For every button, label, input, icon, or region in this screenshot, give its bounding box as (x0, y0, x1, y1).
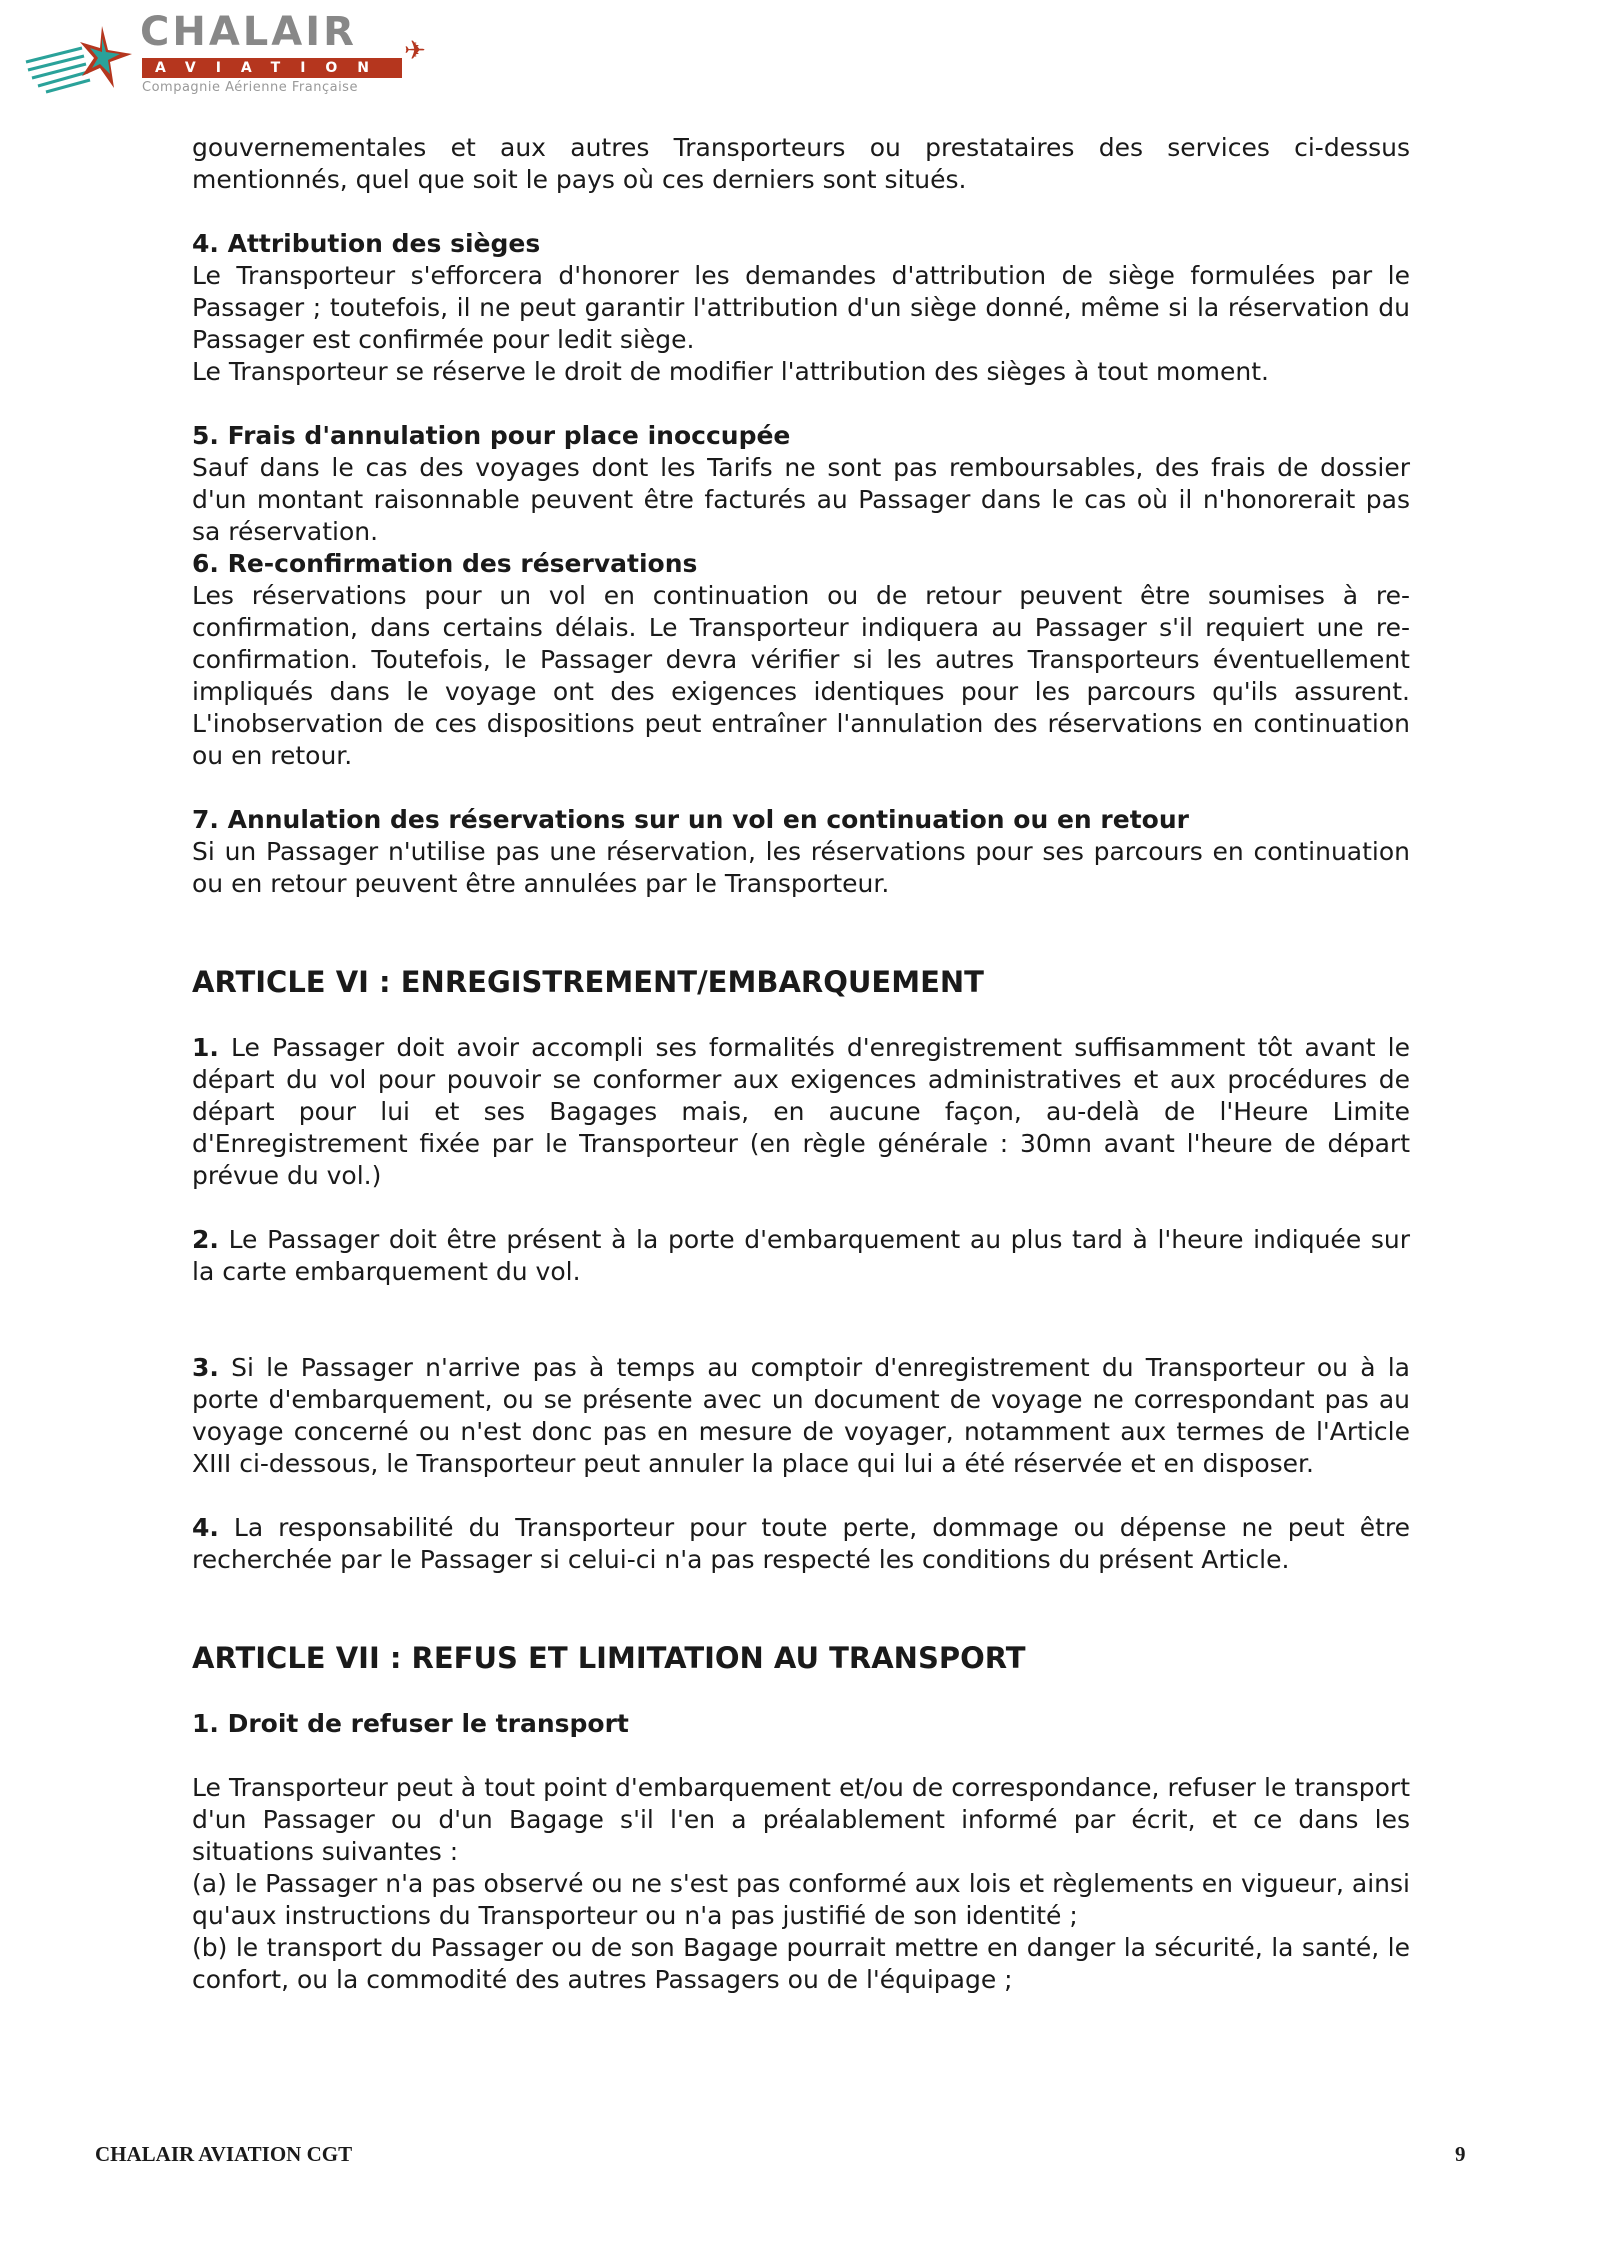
section-6-paragraph: Les réservations pour un vol en continuation ou de retour peuvent être soumises à re-confirmation, dans certains délais. Le Transporteur indiquera au Passager s'il requiert une re-confirmation. Toutefois, le Passager devra vérifier si les autres Transporteurs éventuellement impliqués dans le voyage ont des exigences identiques pour les parcours qu'ils assurent. L'inobservation de ces dispositions peut entraîner l'annulation des réservations en continuation ou en retour. (192, 581, 1410, 770)
item-number: 2. (192, 1225, 219, 1254)
article-6-item-1 (192, 1032, 1410, 1192)
section-7-paragraph: Si un Passager n'utilise pas une réservation, les réservations pour ses parcours en continuation ou en retour peuvent être annulées par le Transporteur. (192, 837, 1410, 898)
airplane-icon: ✈ (404, 36, 426, 66)
item-number: 3. (192, 1353, 219, 1382)
footer-page-number: 9 (1455, 2142, 1466, 2166)
brand-bar: AVIATION (142, 58, 402, 78)
item-text: Si le Passager n'arrive pas à temps au comptoir d'enregistrement du Transporteur ou à la porte d'embarquement, ou se présente avec un document de voyage ne correspondant pas au voyage concerné ou n'est donc pas en mesure de voyager, notamment aux termes de l'Article XIII ci-dessous, le Transporteur peut annuler la place qui lui a été réservée et en disposer. (192, 1353, 1410, 1478)
article-7-clause-a: (a) le Passager n'a pas observé ou ne s'est pas conformé aux lois et règlements en vigueur, ainsi qu'aux instructions du Transporteur ou n'a pas justifié de son identité ; (192, 1869, 1410, 1930)
section-7-title: 7. Annulation des réservations sur un vol en continuation ou en retour (192, 805, 1189, 834)
item-number: 1. (192, 1033, 219, 1062)
document-body (192, 132, 1410, 1996)
article-7-subsection-1-title: 1. Droit de refuser le transport (192, 1709, 629, 1738)
section-4-paragraph-1: Le Transporteur s'efforcera d'honorer les demandes d'attribution de siège formulées par le Passager ; toutefois, il ne peut garantir l'attribution d'un siège donné, même si la réservation du Passager est confirmée pour ledit siège. (192, 261, 1410, 354)
item-text: Le Passager doit avoir accompli ses formalités d'enregistrement suffisamment tôt avant le départ du vol pour pouvoir se conformer aux exigences administratives et aux procédures de départ pour lui et ses Bagages mais, en aucune façon, au-delà de l'Heure Limite d'Enregistrement fixée par le Transporteur (en règle générale : 30mn avant l'heure de départ prévue du vol.) (192, 1033, 1411, 1190)
intro-paragraph: gouvernementales et aux autres Transporteurs ou prestataires des services ci-dessus mentionnés, quel que soit le pays où ces derniers sont situés. (192, 133, 1410, 194)
article-6-title: ARTICLE VI : ENREGISTREMENT/EMBARQUEMENT (192, 965, 984, 999)
section-5-paragraph: Sauf dans le cas des voyages dont les Tarifs ne sont pas remboursables, des frais de dossier d'un montant raisonnable peuvent être facturés au Passager dans le cas où il n'honorerait pas sa réservation. (192, 453, 1410, 546)
brand-name: CHALAIR (140, 9, 357, 55)
company-logo (22, 9, 426, 102)
brand-tagline: Compagnie Aérienne Française (142, 80, 358, 95)
article-7-title: ARTICLE VII : REFUS ET LIMITATION AU TRANSPORT (192, 1641, 1026, 1675)
section-4-paragraph-2: Le Transporteur se réserve le droit de modifier l'attribution des sièges à tout moment. (192, 357, 1269, 386)
item-text: La responsabilité du Transporteur pour toute perte, dommage ou dépense ne peut être recherchée par le Passager si celui-ci n'a pas respecté les conditions du présent Article. (192, 1513, 1410, 1574)
section-4-title: 4. Attribution des sièges (192, 229, 541, 258)
section-5-title: 5. Frais d'annulation pour place inoccupée (192, 421, 791, 450)
item-number: 4. (192, 1513, 219, 1542)
article-7-clause-b: (b) le transport du Passager ou de son Bagage pourrait mettre en danger la sécurité, la santé, le confort, ou la commodité des autres Passagers ou de l'équipage ; (192, 1933, 1410, 1994)
section-6-title: 6. Re-confirmation des réservations (192, 549, 698, 578)
footer-document-label: CHALAIR AVIATION CGT (95, 2142, 353, 2166)
article-7-paragraph-1: Le Transporteur peut à tout point d'embarquement et/ou de correspondance, refuser le transport d'un Passager ou d'un Bagage s'il l'en a préalablement informé par écrit, et ce dans les situations suivantes : (192, 1773, 1410, 1866)
article-6-item-3 (192, 1352, 1410, 1480)
article-6-item-4 (192, 1512, 1410, 1576)
star-wings-logo-icon (22, 18, 140, 98)
article-6-item-2 (192, 1224, 1410, 1288)
item-text: Le Passager doit être présent à la porte d'embarquement au plus tard à l'heure indiquée sur la carte embarquement du vol. (192, 1225, 1410, 1286)
